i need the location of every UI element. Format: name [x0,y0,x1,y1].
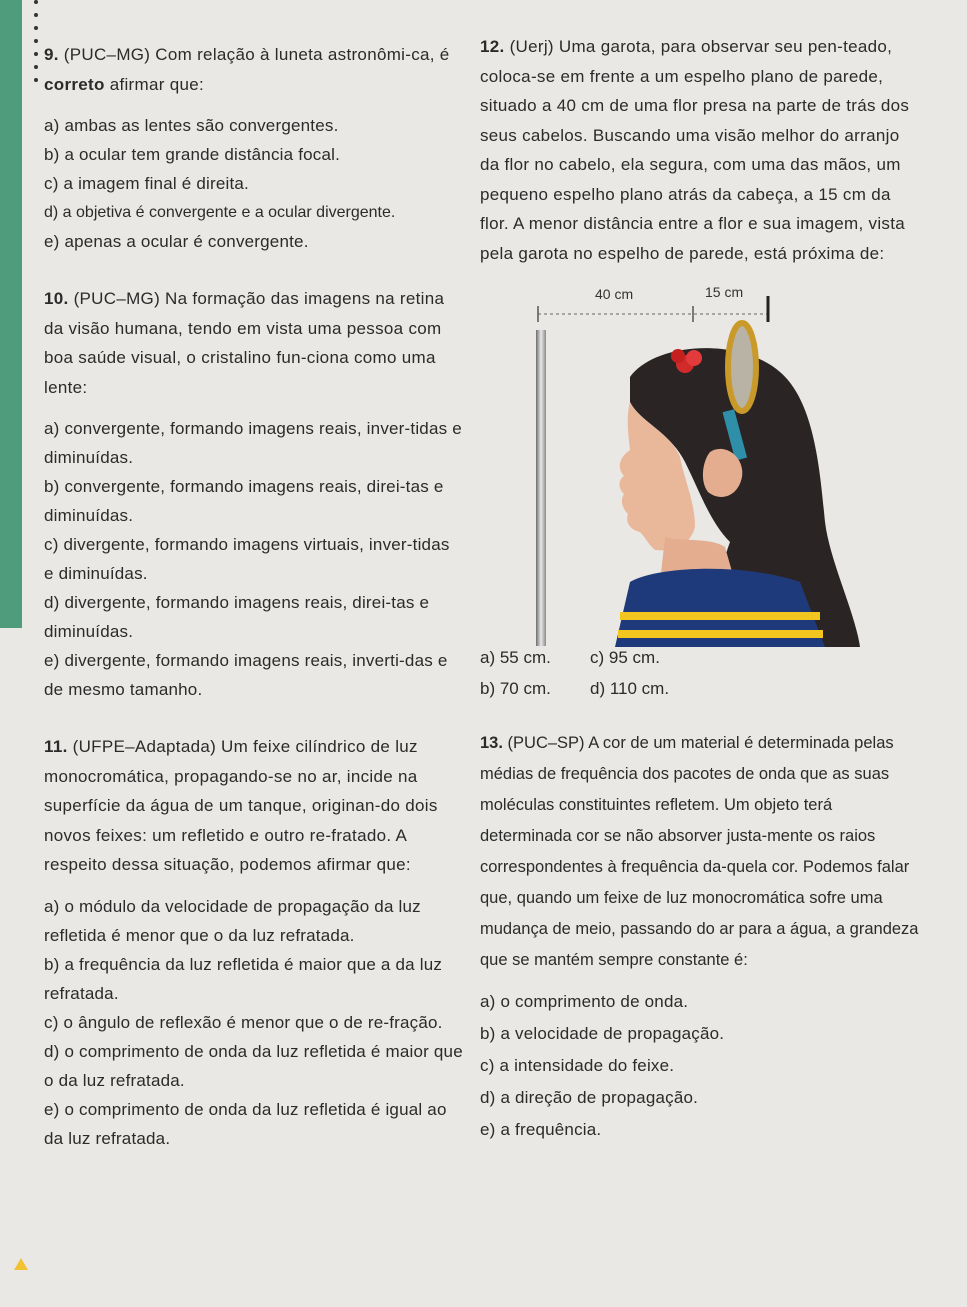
option-letter: c) [44,535,59,554]
option-letter: b) [44,477,60,496]
option-a [480,986,920,1018]
question-9-stem [44,40,464,99]
option-d [44,588,464,646]
question-13 [480,728,920,1146]
option-letter: d) [480,1088,496,1107]
emphasis-text: correto [44,74,105,94]
mirror-figure [480,282,840,642]
option-text: o comprimento de onda. [495,992,689,1011]
option-d [44,1037,464,1095]
option-letter: b) [44,145,60,164]
option-text: convergente, formando imagens reais, direi-tas e diminuídas. [44,477,444,525]
girl-mirror-illustration [480,282,870,647]
question-number: 13. [480,734,503,752]
option-letter: e) [480,1120,496,1139]
option-text: apenas a ocular é convergente. [59,232,309,251]
question-number: 10. [44,289,69,308]
corner-arrow-icon [14,1258,28,1270]
option-b [44,472,464,530]
shirt-stripe [620,612,820,620]
question-number: 11. [44,737,68,756]
label-15cm: 15 cm [705,284,744,300]
option-e [44,1095,464,1153]
option-letter: d) [590,679,606,698]
option-d [590,673,700,704]
option-text: o módulo da velocidade de propagação da luz refletida é menor que o da luz refratada. [44,896,421,945]
option-a [44,892,464,950]
option-text: a frequência. [495,1120,602,1139]
question-12-stem [480,32,920,268]
stem-text: afirmar que: [104,74,204,94]
flower-petal [686,350,702,366]
question-10 [44,284,464,704]
option-e [480,1114,920,1146]
flower-petal [671,349,685,363]
option-text: convergente, formando imagens reais, inver-tidas e diminuídas. [44,419,462,467]
option-letter: c) [44,1012,59,1032]
option-letter: d) [44,204,59,221]
option-e [44,646,464,704]
option-letter: a) [44,896,60,916]
option-letter: e) [44,232,60,251]
option-letter: d) [44,1041,60,1061]
option-text: o comprimento de onda da luz refletida é maior que o da luz refratada. [44,1041,463,1090]
option-text: a imagem final é direita. [58,174,249,193]
wall-mirror [536,330,546,646]
option-letter: d) [44,593,60,612]
question-12 [480,32,920,704]
option-letter: e) [44,1099,60,1119]
option-letter: c) [590,648,605,667]
question-9 [44,40,464,256]
option-e [44,227,464,256]
question-11-stem [44,732,464,880]
option-text: a ocular tem grande distância focal. [59,145,341,164]
hand-mirror [728,323,756,411]
option-letter: b) [480,1024,496,1043]
option-c [44,1008,464,1037]
option-a [44,111,464,140]
stem-text: (UFPE–Adaptada) Um feixe cilíndrico de luz monocromática, propagando-se no ar, incide na superfície da água de um tanque, originan-do dois novos feixes: um refletido e outro re-fratado. A respeito dessa situação, podemos afirmar que: [44,737,438,874]
option-c [44,169,464,198]
question-10-stem [44,284,464,402]
option-letter: b) [480,679,496,698]
margin-dots [34,0,42,91]
option-letter: c) [44,174,59,193]
shirt-stripe [618,630,823,638]
option-text: a intensidade do feixe. [494,1056,675,1075]
option-b [480,673,590,704]
option-text: a direção de propagação. [495,1088,699,1107]
option-text: o ângulo de reflexão é menor que o de re-fração. [58,1012,443,1032]
option-text: 70 cm. [495,679,551,698]
option-text: 55 cm. [495,648,551,667]
option-text: 110 cm. [605,679,670,698]
option-text: a frequência da luz refletida é maior que a da luz refratada. [44,954,443,1003]
option-letter: a) [44,419,60,438]
option-letter: e) [44,651,60,670]
option-text: divergente, formando imagens virtuais, inver-tidas e diminuídas. [44,535,450,583]
right-column [480,32,920,1146]
option-d [480,1082,920,1114]
option-a [44,414,464,472]
left-column [44,40,464,1153]
question-number: 12. [480,37,505,56]
option-text: 95 cm. [604,648,660,667]
option-letter: c) [480,1056,495,1075]
question-11 [44,732,464,1153]
option-c [44,530,464,588]
question-number: 9. [44,45,59,64]
option-b [480,1018,920,1050]
option-letter: a) [480,648,496,667]
stem-text: (Uerj) Uma garota, para observar seu pen-teado, coloca-se em frente a um espelho plano de parede, situado a 40 cm de uma flor presa na parte de trás dos seus cabelos. Buscando uma visão melhor do arranjo da flor no cabelo, ela segura, com uma das mãos, um pequeno espelho plano atrás da cabeça, a 15 cm da flor. A menor distância entre a flor e sua imagem, vista pela garota no espelho de parede, está próxima de: [480,37,910,263]
option-text: o comprimento de onda da luz refletida é igual ao da luz refratada. [44,1099,447,1148]
stem-text: (PUC–SP) A cor de um material é determinada pelas médias de frequência dos pacotes de onda que as suas moléculas constituintes refletem. Um objeto terá determinada cor se não absorver justa-mente os raios correspondentes à frequência da-quela cor. Podemos falar que, quando um feixe de luz monocromática sofre uma mudança de meio, passando do ar para a água, a grandeza que se mantém sempre constante é: [480,734,919,969]
option-text: a objetiva é convergente e a ocular divergente. [58,204,396,221]
option-letter: a) [44,116,60,135]
option-d [44,198,464,227]
question-13-stem [480,728,920,976]
page-edge-strip [0,0,22,628]
option-text: divergente, formando imagens reais, inverti-das e de mesmo tamanho. [44,651,448,699]
option-letter: b) [44,954,60,974]
stem-text: (PUC–MG) Com relação à luneta astronômi-ca, é [58,45,450,64]
option-c [480,1050,920,1082]
option-text: divergente, formando imagens reais, direi-tas e diminuídas. [44,593,430,641]
option-b [44,950,464,1008]
label-40cm: 40 cm [595,286,634,302]
option-b [44,140,464,169]
question-12-options [480,642,920,704]
stem-text: (PUC–MG) Na formação das imagens na retina da visão humana, tendo em vista uma pessoa com boa saúde visual, o cristalino fun-ciona como uma lente: [44,289,445,397]
option-text: ambas as lentes são convergentes. [59,116,339,135]
option-text: a velocidade de propagação. [495,1024,725,1043]
option-letter: a) [480,992,496,1011]
